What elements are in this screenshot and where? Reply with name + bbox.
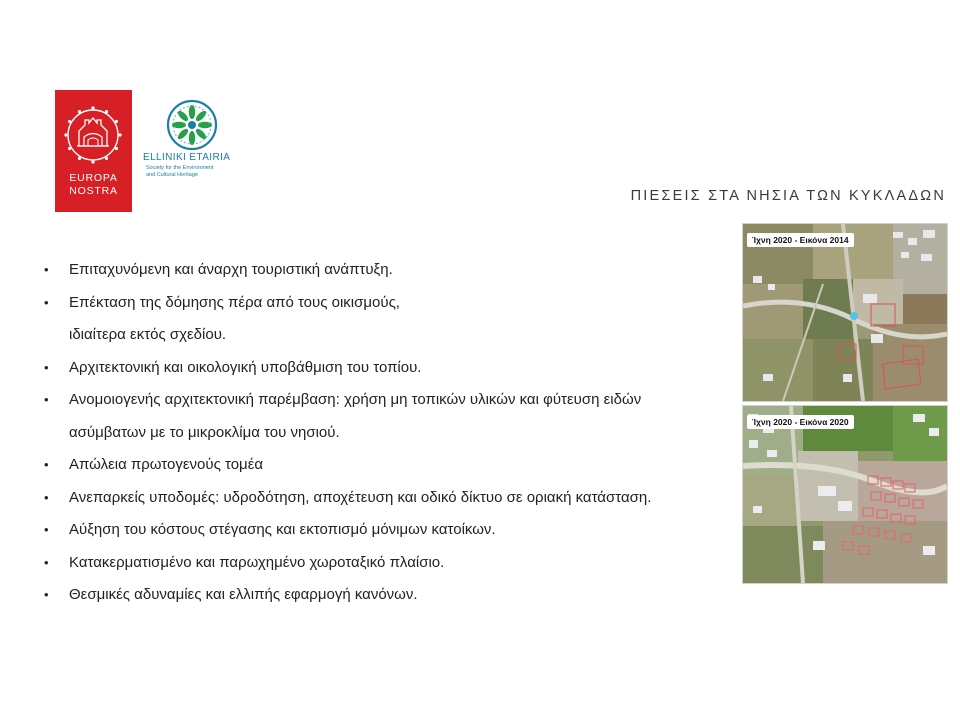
list-item [44, 453, 734, 486]
aerial-label-2014: Ίχνη 2020 - Εικόνα 2014 [747, 233, 854, 247]
europa-nostra-line2: NOSTRA [69, 185, 118, 197]
bullet-text: Αύξηση του κόστους στέγασης και εκτοπισμό μόνιμων κατοίκων. [69, 521, 496, 538]
bullet-text: Ανομοιογενής αρχιτεκτονική παρέμβαση: χρήση μη τοπικών υλικών και φύτευση ειδών [69, 391, 642, 408]
bullet-icon: • [44, 359, 49, 375]
bullet-icon: • [44, 522, 49, 537]
aerial-photo-2014-icon [743, 224, 947, 401]
list-item [44, 518, 734, 551]
bullet-text: Απώλεια πρωτογενούς τομέα [69, 456, 264, 473]
aerial-image-2020 [742, 405, 948, 584]
bullet-text-continuation: ιδιαίτερα εκτός σχεδίου. [69, 326, 227, 343]
aerial-label-2020: Ίχνη 2020 - Εικόνα 2020 [747, 415, 854, 429]
elliniki-etairia-emblem-icon [165, 99, 219, 151]
list-item [44, 291, 734, 324]
elliniki-etairia-logo [143, 99, 253, 189]
elliniki-etairia-subtitle-1: Society for the Environment [146, 165, 214, 171]
europa-nostra-logo [55, 90, 132, 212]
bullet-icon: • [44, 554, 49, 570]
bullet-icon: • [44, 262, 49, 277]
bullet-icon: • [44, 294, 49, 310]
slide-title: ΠΙΕΣΕΙΣ ΣΤΑ ΝΗΣΙΑ ΤΩΝ ΚΥΚΛΑΔΩΝ [630, 188, 946, 204]
bullet-text-continuation: ασύμβατων με το μικροκλίμα του νησιού. [69, 423, 340, 441]
europa-nostra-emblem-icon [63, 104, 124, 166]
bullet-text: Αρχιτεκτονική και οικολογική υποβάθμιση του τοπίου. [69, 358, 422, 376]
list-item [44, 388, 734, 421]
list-item-continuation [44, 421, 734, 454]
bullet-icon: • [44, 587, 49, 602]
list-item [44, 486, 734, 519]
bullet-text: Επιταχυνόμενη και άναρχη τουριστική ανάπτυξη. [69, 261, 393, 278]
bullet-icon: • [44, 392, 49, 407]
list-item [44, 356, 734, 389]
aerial-photo-2020-icon [743, 406, 947, 583]
list-item [44, 551, 734, 584]
bullet-list [44, 258, 734, 616]
list-item [44, 583, 734, 616]
elliniki-etairia-subtitle-2: and Cultural Heritage [146, 172, 198, 178]
bullet-text: Ανεπαρκείς υποδομές: υδροδότηση, αποχέτευση και οδικό δίκτυο σε οριακή κατάσταση. [69, 488, 652, 506]
bullet-text: Κατακερματισμένο και παρωχημένο χωροταξικό πλαίσιο. [69, 553, 445, 571]
list-item [44, 258, 734, 291]
elliniki-etairia-title: ELLINIKI ETAIRIA [143, 152, 231, 163]
bullet-text: Θεσμικές αδυναμίες και ελλιπής εφαρμογή κανόνων. [69, 586, 418, 603]
bullet-text: Επέκταση της δόμησης πέρα από τους οικισμούς, [69, 293, 400, 311]
bullet-icon: • [44, 457, 49, 472]
europa-nostra-line1: EUROPA [69, 172, 118, 184]
list-item-continuation [44, 323, 734, 356]
aerial-image-2014 [742, 223, 948, 402]
bullet-icon: • [44, 489, 49, 505]
